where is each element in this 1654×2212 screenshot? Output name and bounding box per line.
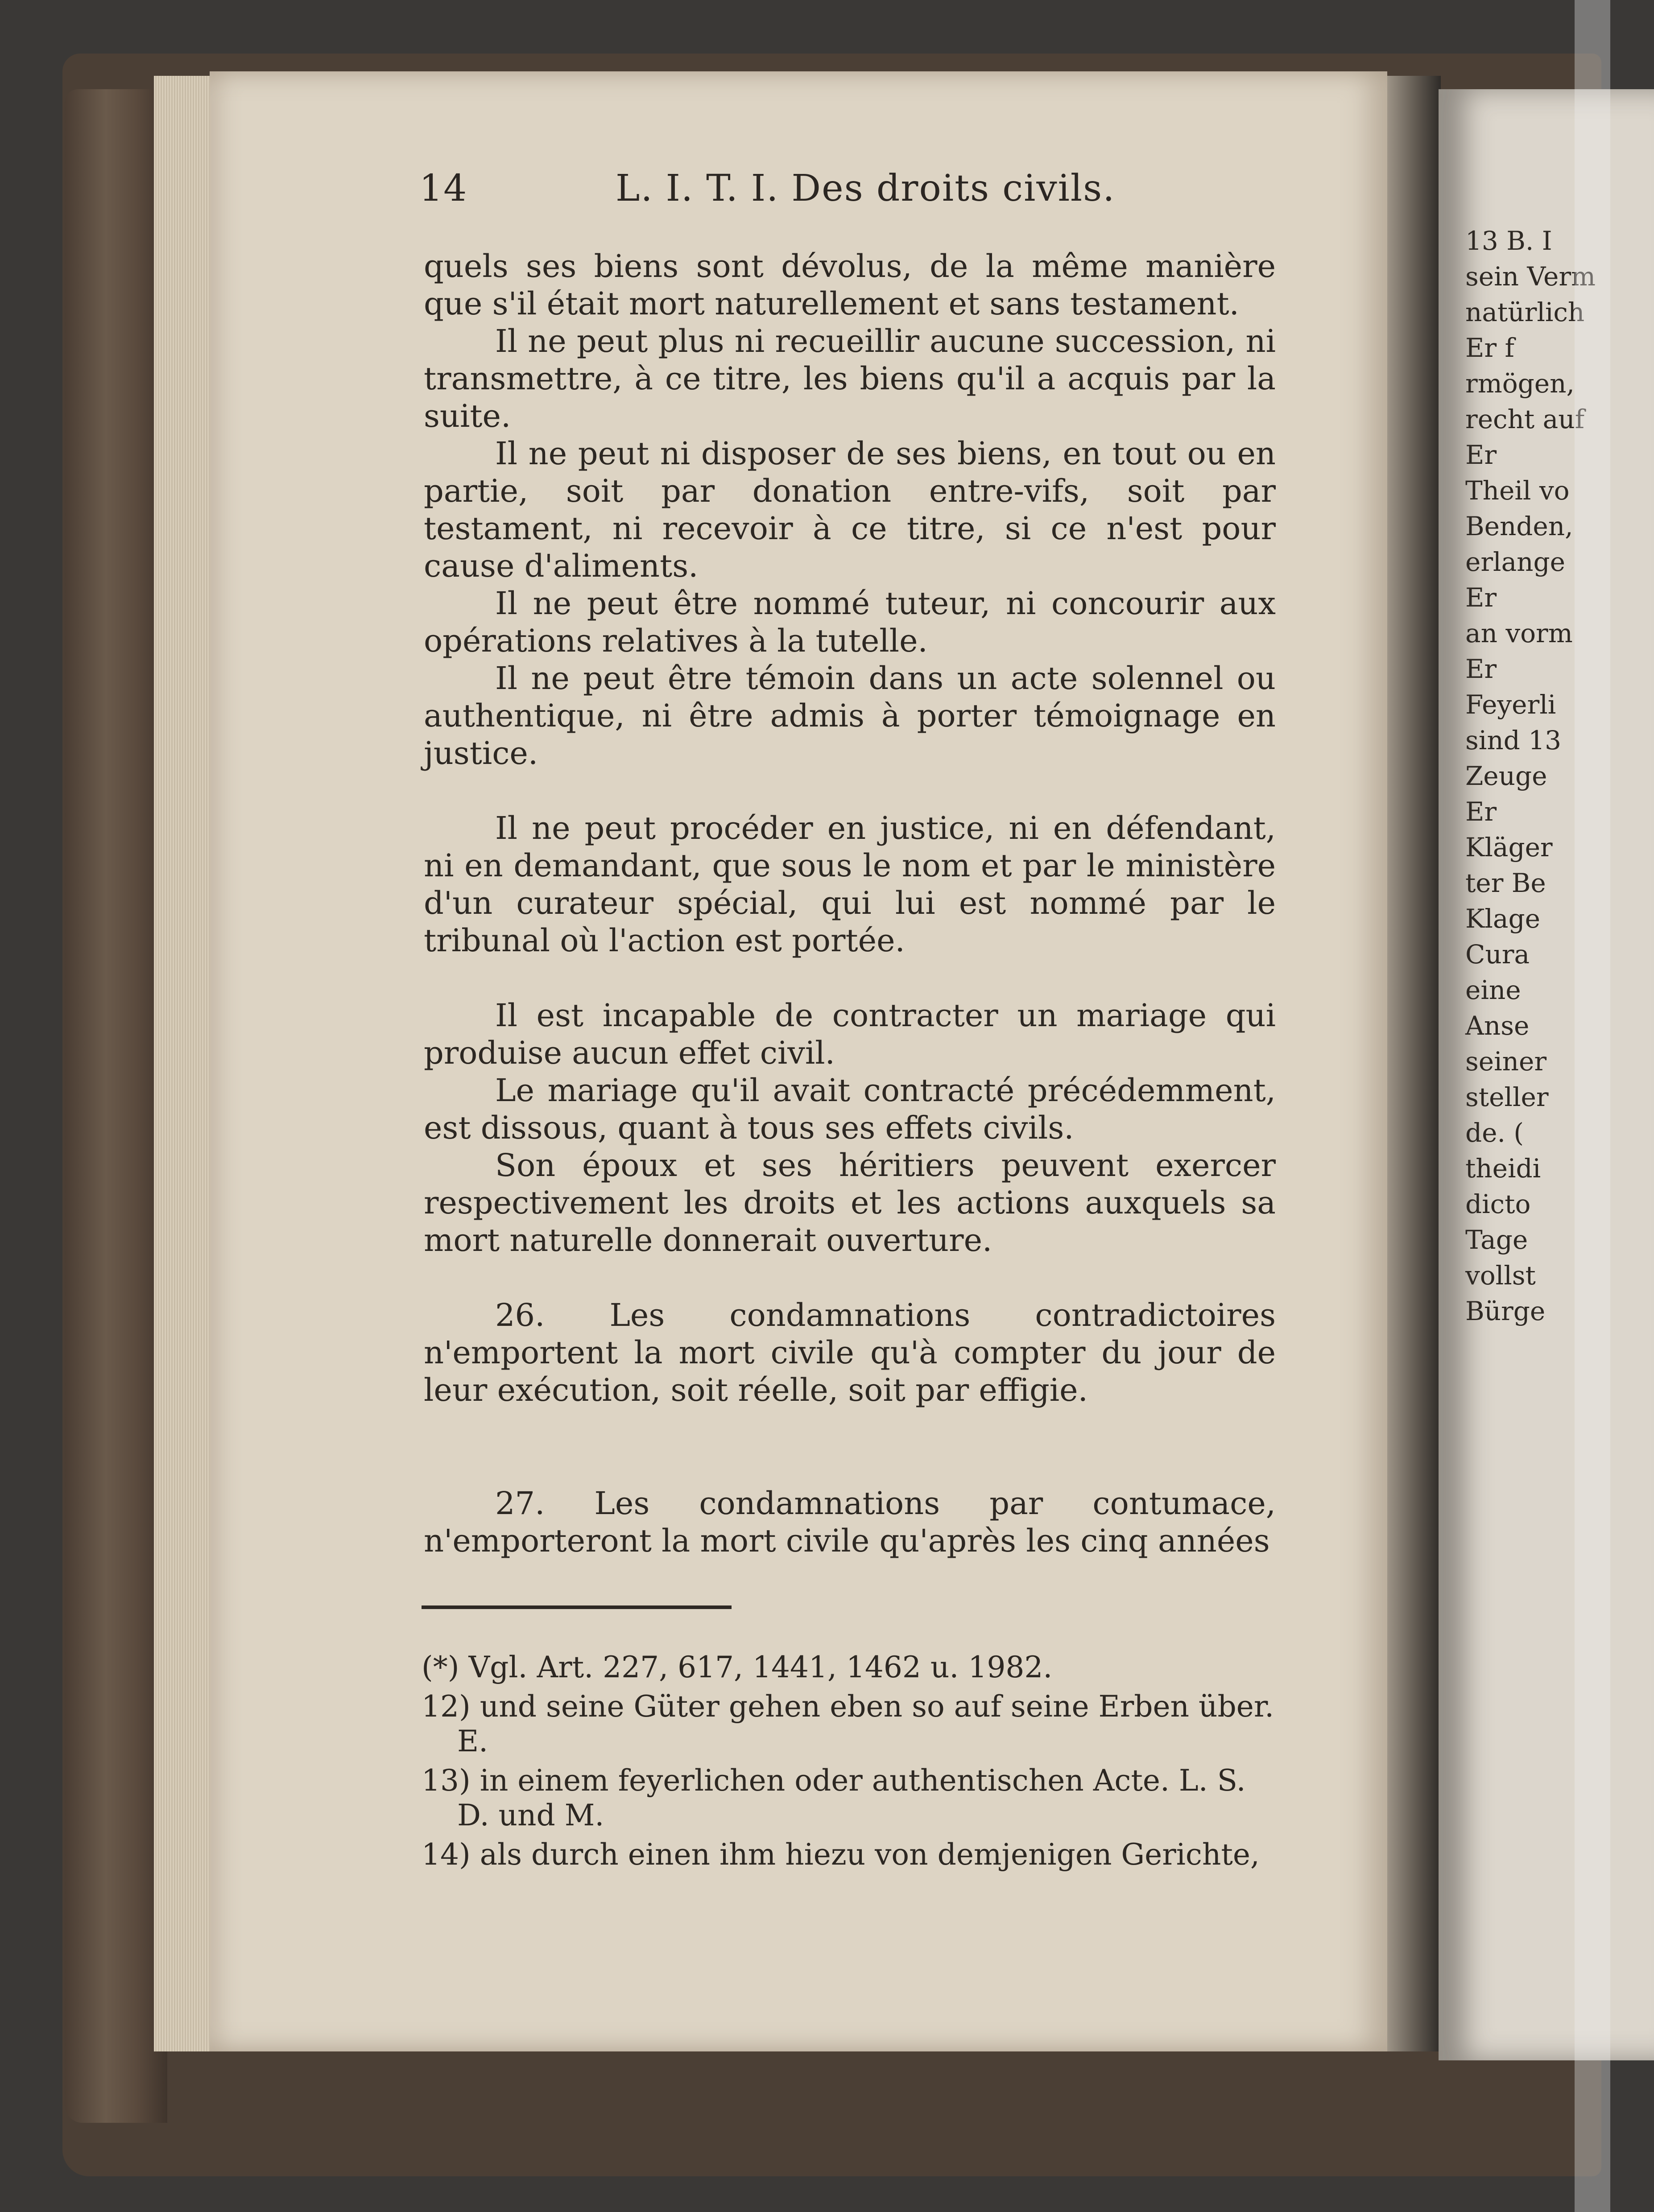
main-text [424,248,1276,1560]
text-fragment: Benden, [1465,511,1573,541]
text-fragment: erlange [1465,547,1565,577]
paragraph: Il est incapable de contracter un mariage qui produise aucun effet civil. [424,997,1276,1071]
text-fragment: Er [1465,796,1497,827]
paragraph: Le mariage qu'il avait contracté précédemment, est dissous, quant à tous ses effets civils. [424,1072,1276,1146]
text-fragment: Klage [1465,904,1540,934]
footnote: 14) als durch einen ihm hiezu von demjenigen Gerichte, [422,1837,1260,1872]
text-fragment: Bürge [1465,1296,1546,1326]
text-fragment: Cura [1465,939,1530,970]
text-fragment: steller [1465,1082,1549,1112]
text-fragment: Er [1465,440,1497,470]
footnote: (*) Vgl. Art. 227, 617, 1441, 1462 u. 1982. [422,1650,1053,1684]
text-fragment: Er [1465,654,1497,684]
text-fragment: de. ( [1465,1118,1524,1148]
article-26: 26. Les condamnations contradictoires n'emportent la mort civile qu'à compter du jour de leur exécution, soit réelle, soit par effigie. [424,1297,1276,1408]
paragraph: Il ne peut ni disposer de ses biens, en tout ou en partie, soit par donation entre-vifs, soit par testament, ni recevoir à ce titre, si ce n'est pour cause d'aliments. [424,435,1276,584]
text-fragment: Anse [1465,1011,1530,1041]
paragraph: quels ses biens sont dévolus, de la même manière que s'il était mort naturellement et sans testament. [424,248,1276,322]
text-fragment: Kläger [1465,832,1553,863]
text-fragment: sein Verm [1465,261,1596,292]
book-gutter [1387,76,1441,2051]
paragraph: Il ne peut plus ni recueillir aucune succession, ni transmettre, à ce titre, les biens qu'il a acquis par la suite. [424,323,1276,434]
text-fragment: Theil vo [1465,475,1570,506]
text-fragment: Feyerli [1465,689,1556,720]
text-fragment: an vorm [1465,618,1573,648]
text-fragment: dicto [1465,1189,1531,1219]
book-cover-edge [65,89,167,2123]
text-fragment: Er [1465,582,1497,613]
page-header [419,167,1294,221]
text-fragment: rmögen, [1465,368,1575,399]
text-fragment: theidi [1465,1153,1541,1184]
paragraph: Il ne peut être témoin dans un acte solennel ou authentique, ni être admis à porter témoignage en justice. [424,660,1276,772]
footnote-rule [422,1605,732,1609]
text-fragment: natürlich [1465,297,1585,327]
footnotes [422,1650,1278,1877]
text-fragment: recht auf [1465,404,1585,434]
glass-plate-edge [1575,0,1610,2212]
text-fragment: Zeuge [1465,761,1547,791]
paragraph: Il ne peut procéder en justice, ni en défendant, ni en demandant, que sous le nom et par le ministère d'un curateur spécial, qui lui est nommé par le tribunal où l'action est portée. [424,810,1276,959]
text-fragment: ter Be [1465,868,1546,898]
paragraph: Il ne peut être nommé tuteur, ni concourir aux opérations relatives à la tutelle. [424,585,1276,659]
article-27: 27. Les condamnations par contumace, n'emporteront la mort civile qu'après les cinq années [424,1485,1276,1559]
text-fragment: vollst [1465,1260,1536,1291]
text-fragment: sind 13 [1465,725,1562,755]
text-fragment: 13 B. I [1465,226,1552,256]
paragraph: Son époux et ses héritiers peuvent exercer respectivement les droits et les actions auxquels sa mort naturelle donnerait ouverture. [424,1147,1276,1259]
right-page-text [1465,223,1653,1329]
text-fragment: eine [1465,975,1521,1005]
text-fragment: Tage [1465,1225,1528,1255]
text-fragment: seiner [1465,1046,1547,1077]
page-number: 14 [419,167,468,210]
running-title: L. I. T. I. Des droits civils. [616,167,1116,210]
right-page [1439,89,1654,2060]
footnote: 12) und seine Güter gehen eben so auf seine Erben über. E. [422,1689,1274,1758]
footnote: 13) in einem feyerlichen oder authentischen Acte. L. S. D. und M. [422,1763,1246,1832]
text-fragment: Er f [1465,333,1514,363]
